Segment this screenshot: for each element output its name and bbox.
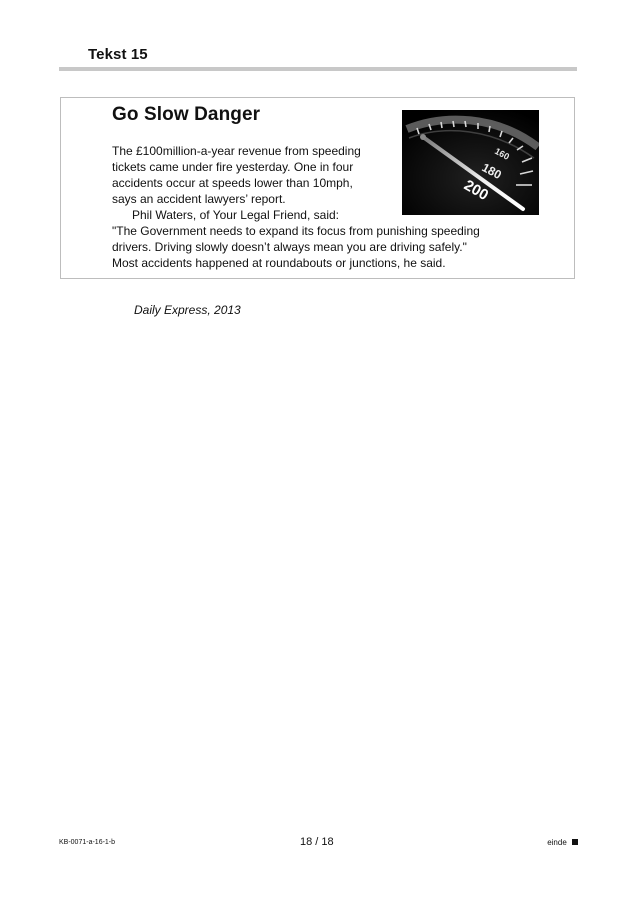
article-line-1: The £100million-a-year revenue from speeding [112, 144, 361, 158]
dial-label-160: 160 [493, 145, 512, 162]
article-line-6: "The Government needs to expand its focus from punishing speeding [112, 224, 480, 238]
speedometer-image [402, 110, 539, 215]
article-line-4: says an accident lawyers’ report. [112, 192, 286, 206]
dial-label-180: 180 [479, 160, 504, 183]
article-line-5: Phil Waters, of Your Legal Friend, said: [132, 208, 339, 222]
end-square-icon [572, 839, 578, 845]
article-line-3: accidents occur at speeds lower than 10mph, [112, 176, 353, 190]
footer-end-text: einde [547, 838, 567, 847]
footer-code: KB-0071-a-16-1-b [59, 839, 116, 846]
source-citation: Daily Express, 2013 [134, 303, 241, 317]
dial-label-200: 200 [461, 176, 492, 204]
article-line-7: drivers. Driving slowly doesn’t always mean you are driving safely." [112, 240, 467, 254]
header-rule [59, 67, 577, 71]
footer-page-number: 18 / 18 [300, 836, 334, 848]
footer-end [547, 838, 578, 847]
section-title: Tekst 15 [88, 46, 148, 63]
article-line-2: tickets came under fire yesterday. One in four [112, 160, 354, 174]
article-box [60, 97, 575, 279]
speedometer-icon [402, 110, 539, 215]
needle-pivot [420, 134, 426, 140]
article-line-8: Most accidents happened at roundabouts or junctions, he said. [112, 256, 446, 270]
article-headline: Go Slow Danger [112, 104, 261, 125]
